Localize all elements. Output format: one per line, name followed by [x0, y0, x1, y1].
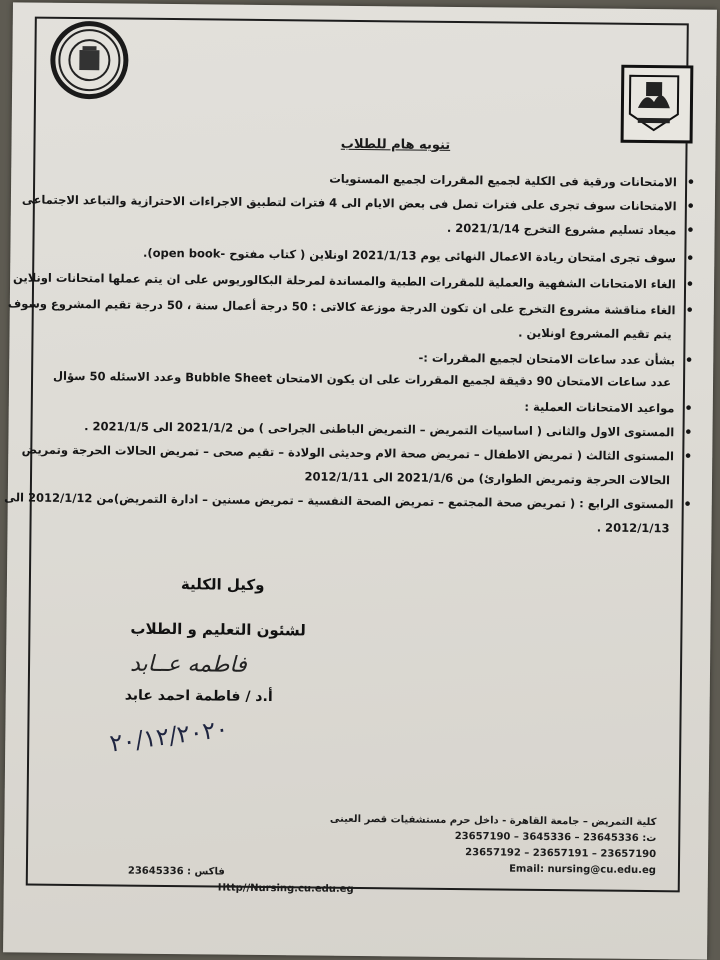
- footer-website: Http//Nursing.cu.edu.eg: [217, 882, 354, 895]
- notice-line: • المستوى الرابع : ( تمريض صحة المجتمع – تمريض الصحة النفسية – تمريض مسنين – ادارة التمريض)من 2012/1/12 الى: [4, 490, 692, 512]
- footer-email: Email: nursing@cu.edu.eg: [509, 863, 656, 877]
- page-border: [4, 17, 689, 895]
- handwritten-signature: فاطمه عــابد: [129, 651, 247, 678]
- notice-line: • الامتحانات سوف تجرى على فترات تصل فى بعض الايام الى 4 فترات لتطبيق الاجراءات الاحترازية والتباعد الاجتماعى: [22, 192, 695, 214]
- document-page: [3, 2, 717, 959]
- notice-line: • الامتحانات ورقية فى الكلية لجميع المقررات لجميع المستويات: [329, 172, 695, 191]
- footer-address: كلية التمريض – جامعة القاهرة - داخل حرم مستشفيات قصر العينى: [329, 813, 657, 829]
- notice-line: يتم تقيم المشروع اونلاين .: [518, 325, 672, 342]
- notice-line: • الغاء مناقشة مشروع التخرج على ان تكون الدرجة موزعة كالاتى : 50 درجة أعمال سنة ، 50 درجة تقيم المشروع وسوف: [8, 296, 694, 318]
- notice-line: 2012/1/13 .: [596, 520, 670, 536]
- signature-subtitle: لشئون التعليم و الطلاب: [130, 619, 306, 640]
- page-title: تنويه هام للطلاب: [340, 136, 451, 153]
- notice-line: • الغاء الامتحانات الشفهية والعملية للمقررات الطبية والمساندة لمرحلة البكالوريوس على ان يتم عملها امتحانات اونلاين: [13, 270, 694, 292]
- university-seal: [50, 21, 129, 100]
- handwritten-date: ٢٠/١٢/٢٠٢٠: [108, 714, 230, 758]
- signatory-name: أ.د / فاطمة احمد عابد: [124, 687, 273, 706]
- notice-body: [4, 169, 695, 536]
- footer-phones-1: ت: 23645336 – 3645336 – 23657190: [454, 831, 657, 845]
- notice-line: • المستوى الاول والثانى ( اساسيات التمريض – التمريض الباطنى الجراحى ) من 2021/1/2 الى 2021/1/5 .: [84, 419, 693, 440]
- notice-line: • مواعيد الامتحانات العملية :: [524, 400, 692, 417]
- footer-fax: فاكس : 23645336: [127, 865, 225, 878]
- notice-line: الحالات الحرجة وتمريض الطوارئ) من 2021/1/6 الى 2012/1/11: [304, 469, 671, 488]
- notice-line: عدد ساعات الامتحان 90 دقيقة لجميع المقررات على ان يكون الامتحان Bubble Sheet وعدد الاسئله 50 سؤال: [53, 368, 672, 390]
- notice-line: • بشأن عدد ساعات الامتحان لجميع المقررات :-: [418, 351, 693, 369]
- footer-phones-2: 23657192 – 23657191 – 23657190: [465, 847, 657, 861]
- faculty-logo: [621, 65, 694, 144]
- notice-line: • ميعاد تسليم مشروع التخرج 2021/1/14 .: [447, 221, 695, 239]
- signature-title: وكيل الكلية: [180, 575, 265, 595]
- notice-line: • سوف تجرى امتحان ريادة الاعمال النهائى يوم 2021/1/13 اونلاين ( كتاب مفتوح -open book).: [143, 246, 694, 267]
- notice-line: • المستوى الثالث ( تمريض الاطفال – تمريض صحة الام وحديثى الولادة – تقيم صحى – تمريض الحالات الحرجة وتمريض: [22, 442, 693, 464]
